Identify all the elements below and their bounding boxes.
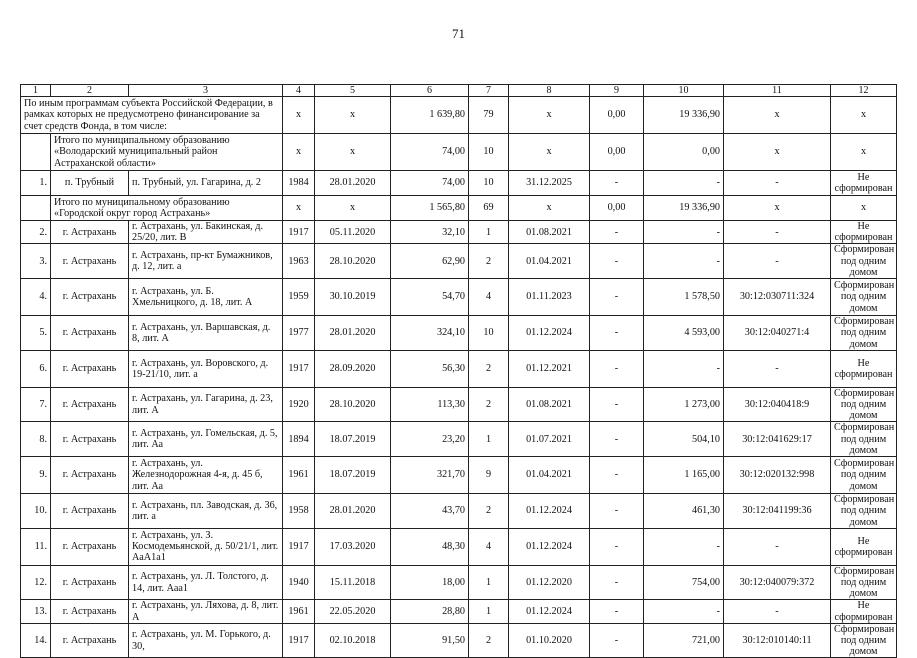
- row-status: Сформирован под одним домом: [831, 565, 897, 600]
- row-status: Сформирован под одним домом: [831, 422, 897, 457]
- row-year: 1917: [283, 350, 315, 387]
- row-col9: -: [590, 457, 644, 494]
- row-planned-date: 01.10.2020: [509, 623, 590, 658]
- row-col10: -: [644, 171, 724, 196]
- summary-c7: 69: [469, 196, 509, 221]
- row-cadastral-number: -: [724, 600, 831, 623]
- row-settlement: п. Трубный: [51, 171, 129, 196]
- row-residents: 2: [469, 387, 509, 422]
- row-number: 5.: [21, 316, 51, 351]
- row-number: 9.: [21, 457, 51, 494]
- row-recognition-date: 28.10.2020: [315, 387, 391, 422]
- row-settlement: г. Астрахань: [51, 457, 129, 494]
- table-row: [21, 316, 897, 351]
- row-planned-date: 01.12.2024: [509, 528, 590, 565]
- row-area: 28,80: [391, 600, 469, 623]
- row-planned-date: 01.04.2021: [509, 457, 590, 494]
- col-header: 4: [283, 85, 315, 97]
- row-col9: -: [590, 221, 644, 244]
- row-address: г. Астрахань, ул. З. Космодемьянской, д. 50/21/1, лит. АаА1а1: [129, 528, 283, 565]
- row-number: 12.: [21, 565, 51, 600]
- summary-c9: 0,00: [590, 97, 644, 134]
- table-row: [21, 494, 897, 529]
- row-number: 7.: [21, 387, 51, 422]
- row-col9: -: [590, 494, 644, 529]
- col-header: 8: [509, 85, 590, 97]
- row-cadastral-number: 30:12:041199:36: [724, 494, 831, 529]
- row-area: 48,30: [391, 528, 469, 565]
- row-col9: -: [590, 528, 644, 565]
- row-area: 56,30: [391, 350, 469, 387]
- row-residents: 4: [469, 528, 509, 565]
- row-settlement: г. Астрахань: [51, 387, 129, 422]
- row-status: Сформирован под одним домом: [831, 457, 897, 494]
- table-row: [21, 244, 897, 279]
- row-year: 1920: [283, 387, 315, 422]
- col-header: 6: [391, 85, 469, 97]
- row-status: Не сформирован: [831, 350, 897, 387]
- row-residents: 10: [469, 316, 509, 351]
- row-cadastral-number: 30:12:030711:324: [724, 279, 831, 316]
- row-planned-date: 01.12.2024: [509, 600, 590, 623]
- table-row: [21, 600, 897, 623]
- row-col10: -: [644, 350, 724, 387]
- summary-c7: 79: [469, 97, 509, 134]
- row-planned-date: 01.04.2021: [509, 244, 590, 279]
- summary-row: [21, 134, 897, 171]
- summary-label: По иным программам субъекта Российской Федерации, в рамках которых не предусмотрено финансирование за счет средств Фонда, в том числе:: [21, 97, 283, 134]
- row-residents: 10: [469, 171, 509, 196]
- row-col10: 4 593,00: [644, 316, 724, 351]
- row-col10: -: [644, 600, 724, 623]
- row-settlement: г. Астрахань: [51, 422, 129, 457]
- summary-c6: 1 639,80: [391, 97, 469, 134]
- row-planned-date: 01.11.2023: [509, 279, 590, 316]
- summary-c4: х: [283, 196, 315, 221]
- row-recognition-date: 15.11.2018: [315, 565, 391, 600]
- row-recognition-date: 22.05.2020: [315, 600, 391, 623]
- row-status: Сформирован под одним домом: [831, 316, 897, 351]
- row-residents: 2: [469, 244, 509, 279]
- row-cadastral-number: 30:12:041629:17: [724, 422, 831, 457]
- row-recognition-date: 28.01.2020: [315, 494, 391, 529]
- row-col10: 504,10: [644, 422, 724, 457]
- summary-c6: 74,00: [391, 134, 469, 171]
- row-settlement: г. Астрахань: [51, 316, 129, 351]
- table-row: [21, 387, 897, 422]
- row-address: п. Трубный, ул. Гагарина, д. 2: [129, 171, 283, 196]
- row-residents: 2: [469, 623, 509, 658]
- row-recognition-date: 28.09.2020: [315, 350, 391, 387]
- row-year: 1917: [283, 221, 315, 244]
- row-address: г. Астрахань, ул. Железнодорожная 4-я, д. 45 б, лит. Аа: [129, 457, 283, 494]
- row-address: г. Астрахань, ул. Гомельская, д. 5, лит. Аа: [129, 422, 283, 457]
- row-number: 8.: [21, 422, 51, 457]
- summary-c8: х: [509, 97, 590, 134]
- row-settlement: г. Астрахань: [51, 244, 129, 279]
- row-area: 23,20: [391, 422, 469, 457]
- row-number: 6.: [21, 350, 51, 387]
- row-settlement: г. Астрахань: [51, 565, 129, 600]
- row-cadastral-number: -: [724, 528, 831, 565]
- row-status: Сформирован под одним домом: [831, 244, 897, 279]
- row-settlement: г. Астрахань: [51, 350, 129, 387]
- row-col10: 1 273,00: [644, 387, 724, 422]
- blank-cell: [21, 134, 51, 171]
- row-year: 1963: [283, 244, 315, 279]
- row-address: г. Астрахань, ул. Воровского, д. 19-21/10, лит. а: [129, 350, 283, 387]
- row-col9: -: [590, 316, 644, 351]
- table-row: [21, 350, 897, 387]
- column-number-row: [21, 85, 897, 97]
- row-recognition-date: 28.01.2020: [315, 171, 391, 196]
- row-planned-date: 01.12.2020: [509, 565, 590, 600]
- row-year: 1959: [283, 279, 315, 316]
- row-address: г. Астрахань, ул. Л. Толстого, д. 14, лит. Ааа1: [129, 565, 283, 600]
- row-address: г. Астрахань, пл. Заводская, д. 36, лит. а: [129, 494, 283, 529]
- summary-c8: х: [509, 196, 590, 221]
- row-recognition-date: 18.07.2019: [315, 457, 391, 494]
- table-row: [21, 457, 897, 494]
- row-cadastral-number: 30:12:040271:4: [724, 316, 831, 351]
- row-status: Сформирован под одним домом: [831, 623, 897, 658]
- row-cadastral-number: -: [724, 350, 831, 387]
- row-area: 62,90: [391, 244, 469, 279]
- row-recognition-date: 30.10.2019: [315, 279, 391, 316]
- row-settlement: г. Астрахань: [51, 221, 129, 244]
- row-recognition-date: 18.07.2019: [315, 422, 391, 457]
- row-year: 1958: [283, 494, 315, 529]
- row-number: 14.: [21, 623, 51, 658]
- row-col9: -: [590, 279, 644, 316]
- summary-c9: 0,00: [590, 134, 644, 171]
- summary-c12: х: [831, 134, 897, 171]
- row-col10: -: [644, 528, 724, 565]
- row-area: 18,00: [391, 565, 469, 600]
- col-header: 5: [315, 85, 391, 97]
- row-residents: 1: [469, 600, 509, 623]
- row-cadastral-number: 30:12:040079:372: [724, 565, 831, 600]
- row-cadastral-number: -: [724, 171, 831, 196]
- row-col9: -: [590, 565, 644, 600]
- row-recognition-date: 28.10.2020: [315, 244, 391, 279]
- row-settlement: г. Астрахань: [51, 623, 129, 658]
- row-residents: 1: [469, 422, 509, 457]
- row-settlement: г. Астрахань: [51, 494, 129, 529]
- row-cadastral-number: 30:12:010140:11: [724, 623, 831, 658]
- row-status: Не сформирован: [831, 221, 897, 244]
- row-number: 4.: [21, 279, 51, 316]
- summary-row: [21, 97, 897, 134]
- row-year: 1961: [283, 600, 315, 623]
- col-header: 9: [590, 85, 644, 97]
- housing-table: [20, 84, 897, 658]
- row-col10: 1 165,00: [644, 457, 724, 494]
- row-number: 2.: [21, 221, 51, 244]
- row-address: г. Астрахань, ул. Варшавская, д. 8, лит. А: [129, 316, 283, 351]
- row-residents: 1: [469, 221, 509, 244]
- row-number: 3.: [21, 244, 51, 279]
- row-col10: 721,00: [644, 623, 724, 658]
- row-planned-date: 31.12.2025: [509, 171, 590, 196]
- row-status: Сформирован под одним домом: [831, 279, 897, 316]
- row-year: 1977: [283, 316, 315, 351]
- table-row: [21, 528, 897, 565]
- row-area: 54,70: [391, 279, 469, 316]
- row-status: Сформирован под одним домом: [831, 494, 897, 529]
- summary-c8: х: [509, 134, 590, 171]
- row-col9: -: [590, 171, 644, 196]
- blank-cell: [21, 196, 51, 221]
- row-col9: -: [590, 244, 644, 279]
- summary-c5: х: [315, 196, 391, 221]
- row-year: 1917: [283, 528, 315, 565]
- summary-row: [21, 196, 897, 221]
- summary-c7: 10: [469, 134, 509, 171]
- row-col10: -: [644, 221, 724, 244]
- row-settlement: г. Астрахань: [51, 528, 129, 565]
- row-area: 324,10: [391, 316, 469, 351]
- table-row: [21, 279, 897, 316]
- row-year: 1940: [283, 565, 315, 600]
- summary-c11: х: [724, 196, 831, 221]
- row-residents: 2: [469, 494, 509, 529]
- row-cadastral-number: 30:12:020132:998: [724, 457, 831, 494]
- col-header: 2: [51, 85, 129, 97]
- row-area: 321,70: [391, 457, 469, 494]
- table-row: [21, 221, 897, 244]
- row-col9: -: [590, 422, 644, 457]
- row-recognition-date: 02.10.2018: [315, 623, 391, 658]
- row-planned-date: 01.08.2021: [509, 221, 590, 244]
- row-col10: 1 578,50: [644, 279, 724, 316]
- summary-c4: х: [283, 97, 315, 134]
- row-col10: 754,00: [644, 565, 724, 600]
- row-number: 11.: [21, 528, 51, 565]
- col-header: 1: [21, 85, 51, 97]
- summary-c12: х: [831, 196, 897, 221]
- row-col9: -: [590, 600, 644, 623]
- row-area: 32,10: [391, 221, 469, 244]
- row-col9: -: [590, 350, 644, 387]
- row-settlement: г. Астрахань: [51, 600, 129, 623]
- row-planned-date: 01.12.2024: [509, 316, 590, 351]
- summary-c10: 19 336,90: [644, 196, 724, 221]
- row-residents: 9: [469, 457, 509, 494]
- row-number: 13.: [21, 600, 51, 623]
- table-row: [21, 565, 897, 600]
- row-residents: 2: [469, 350, 509, 387]
- row-area: 91,50: [391, 623, 469, 658]
- row-col10: -: [644, 244, 724, 279]
- row-number: 10.: [21, 494, 51, 529]
- summary-label: Итого по муниципальному образованию «Володарский муниципальный район Астраханской области»: [51, 134, 283, 171]
- row-year: 1917: [283, 623, 315, 658]
- summary-c10: 0,00: [644, 134, 724, 171]
- row-col9: -: [590, 623, 644, 658]
- row-settlement: г. Астрахань: [51, 279, 129, 316]
- row-cadastral-number: 30:12:040418:9: [724, 387, 831, 422]
- summary-c5: х: [315, 97, 391, 134]
- row-status: Не сформирован: [831, 171, 897, 196]
- row-address: г. Астрахань, ул. Б. Хмельницкого, д. 18, лит. А: [129, 279, 283, 316]
- row-planned-date: 01.12.2021: [509, 350, 590, 387]
- row-address: г. Астрахань, ул. Бакинская, д. 25/20, лит. В: [129, 221, 283, 244]
- row-address: г. Астрахань, пр-кт Бумажников, д. 12, лит. а: [129, 244, 283, 279]
- row-area: 113,30: [391, 387, 469, 422]
- row-address: г. Астрахань, ул. Гагарина, д. 23, лит. А: [129, 387, 283, 422]
- col-header: 3: [129, 85, 283, 97]
- row-recognition-date: 17.03.2020: [315, 528, 391, 565]
- summary-c4: х: [283, 134, 315, 171]
- summary-c11: х: [724, 134, 831, 171]
- row-recognition-date: 05.11.2020: [315, 221, 391, 244]
- summary-c6: 1 565,80: [391, 196, 469, 221]
- row-area: 43,70: [391, 494, 469, 529]
- row-planned-date: 01.12.2024: [509, 494, 590, 529]
- summary-c11: х: [724, 97, 831, 134]
- table-row: [21, 422, 897, 457]
- row-col9: -: [590, 387, 644, 422]
- summary-c10: 19 336,90: [644, 97, 724, 134]
- col-header: 12: [831, 85, 897, 97]
- col-header: 10: [644, 85, 724, 97]
- page-number: 71: [452, 26, 465, 41]
- row-recognition-date: 28.01.2020: [315, 316, 391, 351]
- col-header: 7: [469, 85, 509, 97]
- row-area: 74,00: [391, 171, 469, 196]
- row-status: Не сформирован: [831, 600, 897, 623]
- table-row: [21, 171, 897, 196]
- row-cadastral-number: -: [724, 244, 831, 279]
- summary-c9: 0,00: [590, 196, 644, 221]
- row-residents: 4: [469, 279, 509, 316]
- row-address: г. Астрахань, ул. М. Горького, д. 30,: [129, 623, 283, 658]
- row-residents: 1: [469, 565, 509, 600]
- row-planned-date: 01.08.2021: [509, 387, 590, 422]
- summary-c5: х: [315, 134, 391, 171]
- row-planned-date: 01.07.2021: [509, 422, 590, 457]
- row-year: 1961: [283, 457, 315, 494]
- row-year: 1984: [283, 171, 315, 196]
- row-number: 1.: [21, 171, 51, 196]
- row-cadastral-number: -: [724, 221, 831, 244]
- row-col10: 461,30: [644, 494, 724, 529]
- row-status: Сформирован под одним домом: [831, 387, 897, 422]
- row-status: Не сформирован: [831, 528, 897, 565]
- row-year: 1894: [283, 422, 315, 457]
- summary-c12: х: [831, 97, 897, 134]
- col-header: 11: [724, 85, 831, 97]
- table-row: [21, 623, 897, 658]
- row-address: г. Астрахань, ул. Ляхова, д. 8, лит. А: [129, 600, 283, 623]
- summary-label: Итого по муниципальному образованию «Городской округ город Астрахань»: [51, 196, 283, 221]
